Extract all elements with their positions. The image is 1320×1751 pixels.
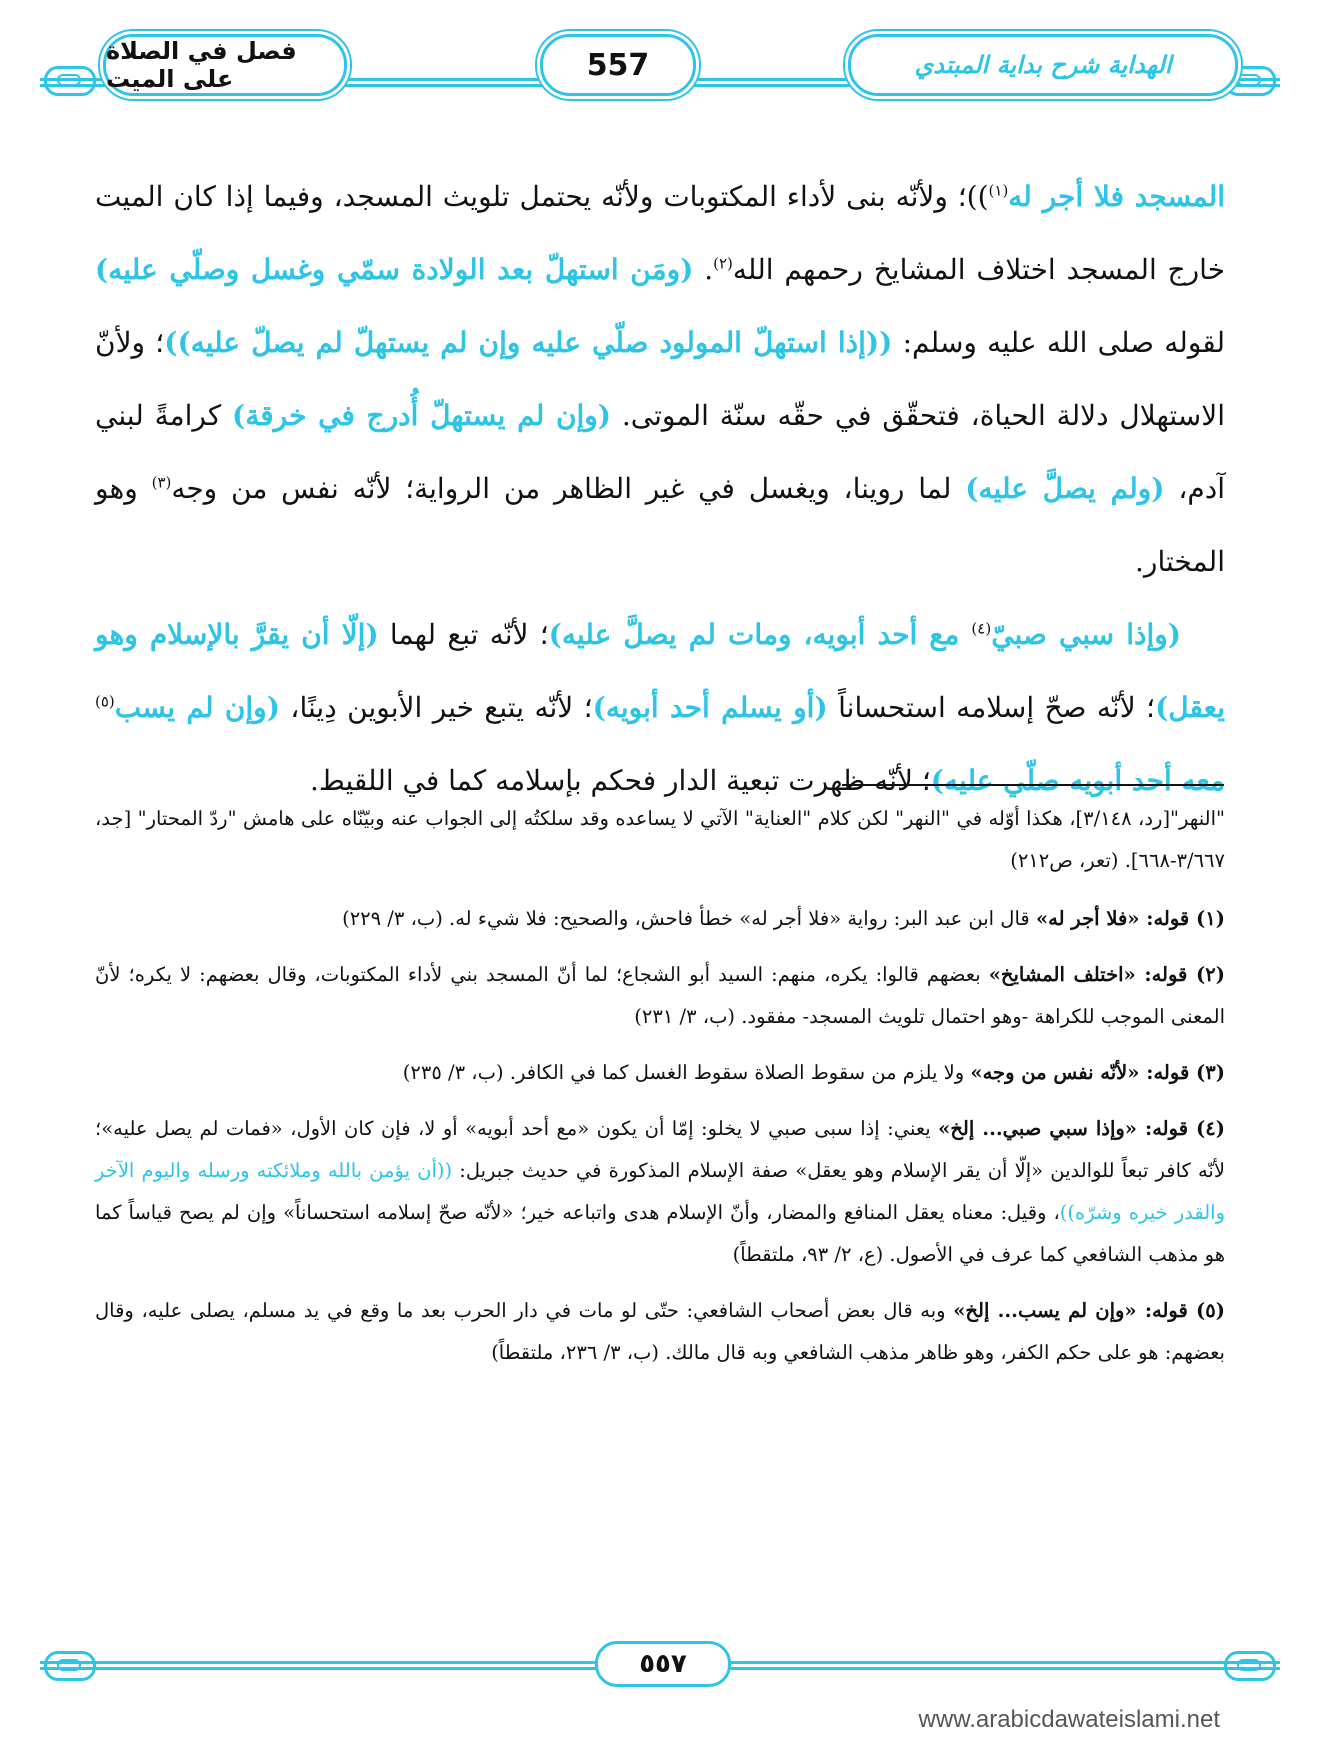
footer-page-number: ٥٥٧ (639, 1649, 687, 1679)
footnote-heading: (٥) قوله: «وإن لم يسب... إلخ» (953, 1299, 1225, 1322)
sharh-segment: . (693, 253, 714, 286)
footnote-2 (95, 954, 1225, 1038)
ornament-left-icon (44, 66, 96, 96)
footnote-5 (95, 1290, 1225, 1374)
footnote-heading: (٤) قوله: «وإذا سبي صبي... إلخ» (938, 1117, 1225, 1140)
book-title-cartouche (848, 34, 1238, 96)
sharh-segment: لقوله صلى الله عليه وسلم: (892, 326, 1226, 359)
footnote-text: ولا يلزم من سقوط الصلاة سقوط الغسل كما في الكافر. (ب، ٣/ ٢٣٥) (402, 1061, 971, 1084)
sharh-segment: ))؛ ولأنّه بنى لأداء المكتوبات ولأنّه يحتمل تلويث المسجد، وفيما إذا كان الميت خارج المسجد اختلاف المشايخ رحمهم الله (95, 180, 1225, 286)
main-text (95, 160, 1225, 817)
matn-segment: (وإن لم يستهلّ أُدرج في خرقة) (232, 399, 612, 432)
chapter-title-cartouche (103, 34, 347, 96)
sharh-segment: ؛ لأنّه تبع لهما (378, 618, 549, 651)
footnote-ref[interactable]: (٢) (713, 254, 733, 273)
footnote-heading: (٣) قوله: «لأنّه نفس من وجه» (970, 1061, 1225, 1084)
footnote-3 (95, 1052, 1225, 1094)
sharh-segment: ؛ ولأنّ الاستهلال دلالة الحياة، فتحقّق في حقّه سنّة الموتى. (95, 326, 1226, 432)
page-number: 557 (586, 47, 650, 83)
matn-segment: المسجد فلا أجر له (1008, 180, 1225, 213)
footnote-1 (95, 898, 1225, 940)
footnote-separator (842, 784, 1224, 786)
chapter-title: فصل في الصلاة على الميت (106, 37, 297, 93)
footnote-ref[interactable]: (١) (988, 181, 1009, 200)
footnote-ref[interactable]: (٥) (95, 692, 115, 711)
sharh-segment: ؛ لأنّه صحّ إسلامه استحساناً (827, 691, 1156, 724)
matn-segment: (ومَن استهلّ بعد الولادة سمّي وغسل وصلّي عليه) (95, 253, 694, 286)
footnote-4 (95, 1108, 1225, 1276)
footnote-continuation: "النهر"[رد، ٣/١٤٨]، هكذا أوّله في "النهر" لكن كلام "العناية" الآتي لا يساعده وقد سلكتُه إلى الجواب عنه وبيّنّاه على هامش "ردّ المحتار" [جد، ٣/٦٦٧-٦٦٨]. (تعر، ص٢١٢) (95, 807, 1225, 872)
matn-segment: (ولم يصلَّ عليه) (965, 472, 1165, 505)
page-number-cartouche (540, 34, 696, 96)
footer-page-number-cartouche (595, 1641, 731, 1687)
sharh-segment: كرامةً لبني آدم، (95, 399, 1225, 505)
footnote-text: وبه قال بعض أصحاب الشافعي: حتّى لو مات في دار الحرب بعد ما وقع في يد مسلم، يصلى عليه، وقال بعضهم: هو على حكم الكفر، وهو ظاهر مذهب الشافعي وبه قال مالك. (ب، ٣/ ٢٣٦، ملتقطاً) (95, 1299, 1225, 1364)
hadith-quote: ((أن يؤمن بالله وملائكته ورسله واليوم الآخر والقدر خيره وشرّه)) (95, 1159, 1225, 1224)
footnote-ref[interactable]: (٣) (151, 473, 172, 492)
sharh-segment: ؛ لأنّه ظهرت تبعية الدار فحكم بإسلامه كما في اللقيط. (309, 764, 931, 797)
matn-segment: (إلّا أن يقرَّ بالإسلام وهو يعقل) (95, 618, 1225, 724)
footnote-ref[interactable]: (٤) (971, 619, 992, 638)
sharh-segment: ؛ لأنّه يتبع خير الأبوين دِينًا، (279, 691, 593, 724)
matn-segment: (وإذا سبي صبيّ (991, 618, 1181, 651)
matn-segment: مع أحد أبويه، ومات لم يصلَّ عليه) (548, 618, 972, 651)
footnote-heading: (١) قوله: «فلا أجر له» (1035, 907, 1225, 930)
matn-segment: معه أحد أبويه صلّي عليه) (930, 764, 1225, 797)
footnotes (95, 798, 1225, 1388)
footnote-text: يعني: إذا سبى صبي لا يخلو: إمّا أن يكون «مع أحد أبويه» أو لا، فإن كان الأول، «فمات لم يصل عليه»؛ لأنّه كافر تبعاً للوالدين «إلّا أن يقر الإسلام وهو يعقل» صفة الإسلام المذكورة في حديث جبريل: (95, 1117, 1225, 1182)
footnote-text: قال ابن عبد البر: رواية «فلا أجر له» خطأ فاحش، والصحيح: فلا شيء له. (ب، ٣/ ٢٢٩) (342, 907, 1036, 930)
paragraph-1 (95, 160, 1225, 598)
footnote-heading: (٢) قوله: «اختلف المشايخ» (988, 963, 1225, 986)
sharh-segment: وهو المختار. (95, 472, 1225, 578)
book-title: الهداية شرح بداية المبتدي (914, 51, 1172, 79)
ornament-right-icon (1224, 1651, 1276, 1681)
website-url[interactable]: www.arabicdawateislami.net (918, 1706, 1220, 1733)
footnote-text: بعضهم قالوا: يكره، منهم: السيد أبو الشجاع؛ لما أنّ المسجد بني لأداء المكتوبات، وقال بعضهم: لا يكره؛ لأنّ المعنى الموجب للكراهة -وهو احتمال تلويث المسجد- مفقود. (ب، ٣/ ٢٣١) (95, 963, 1225, 1028)
matn-segment: (وإن لم يسب (114, 691, 280, 724)
sharh-segment: لما روينا، ويغسل في غير الظاهر من الرواية؛ لأنّه نفس من وجه (171, 472, 966, 505)
footnote-text: ، وقيل: معناه يعقل المنافع والمضار، وأنّ الإسلام هدى واتباعه خير؛ «لأنّه صحّ إسلامه استحساناً» وإن لم يصح قياساً كما هو مذهب الشافعي كما عرف في الأصول. (ع، ٢/ ٩٣، ملتقطاً) (95, 1201, 1225, 1266)
ornament-left-icon (44, 1651, 96, 1681)
matn-segment: (أو يسلم أحد أبويه) (592, 691, 828, 724)
hadith-quote: ((إذا استهلّ المولود صلّي عليه وإن لم يستهلّ لم يصلّ عليه)) (164, 326, 893, 359)
